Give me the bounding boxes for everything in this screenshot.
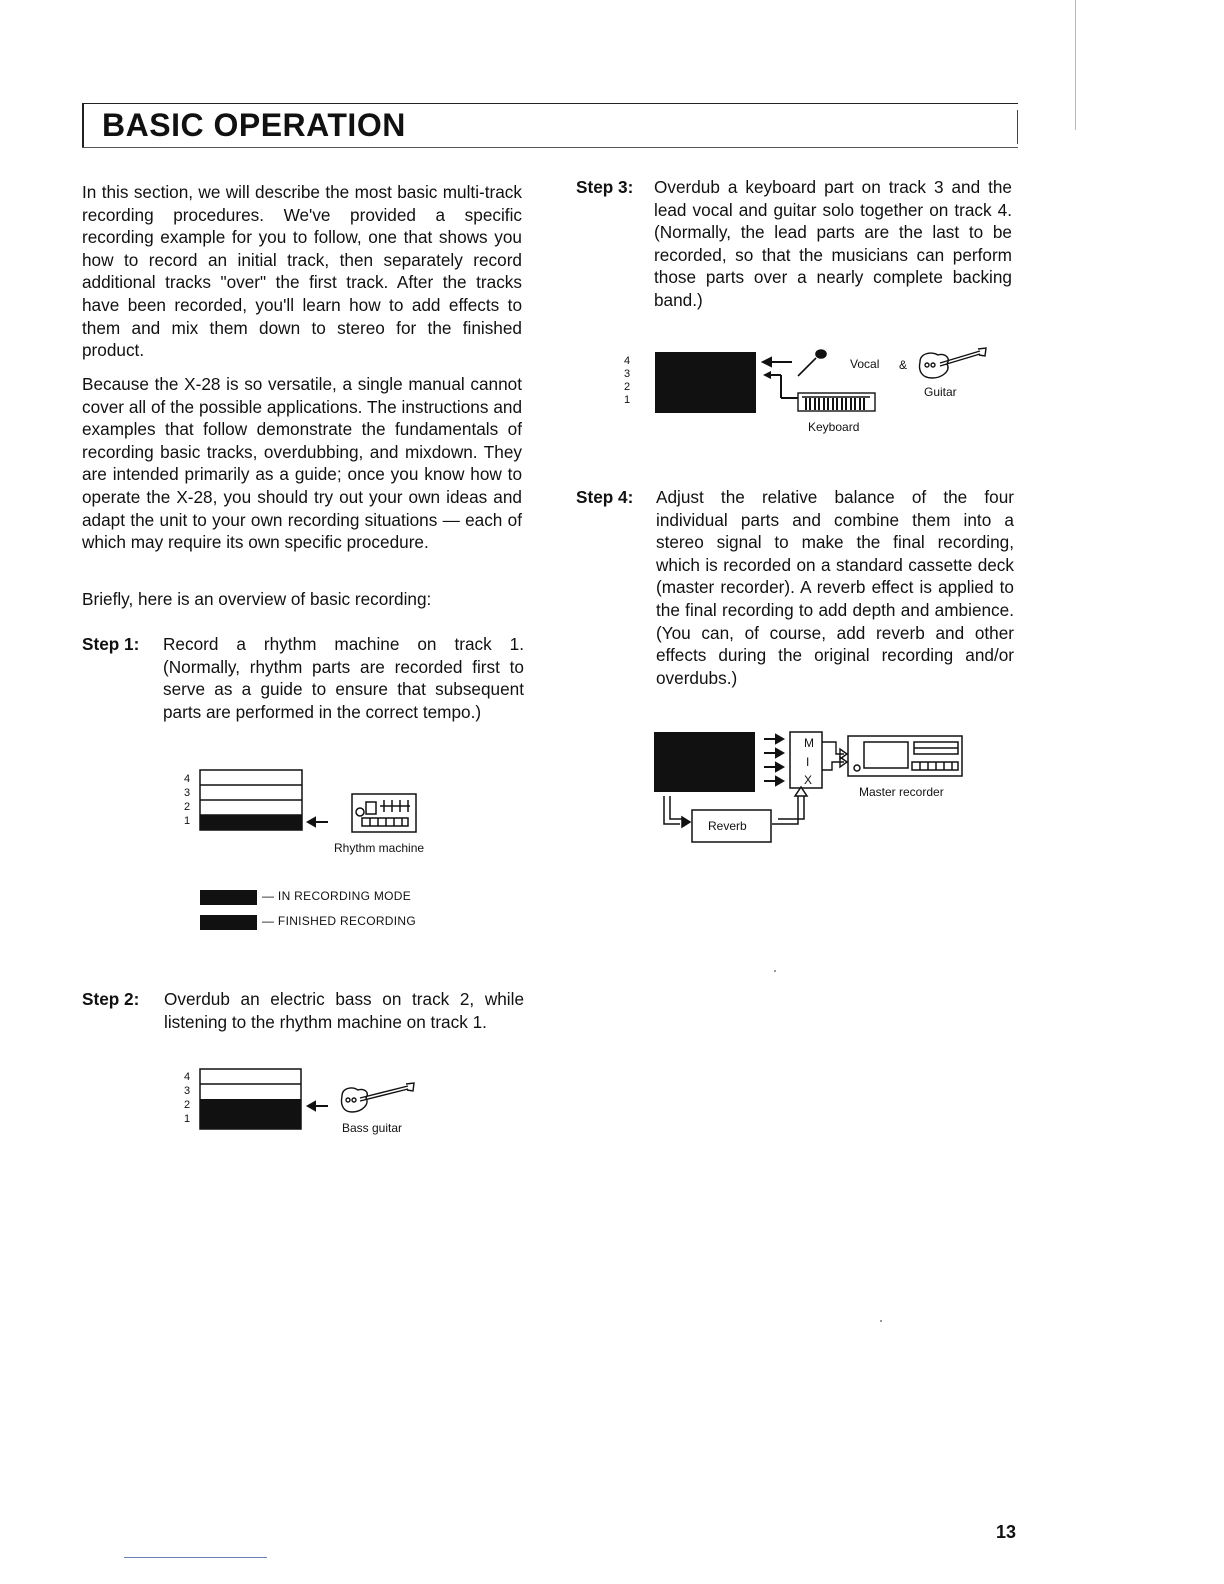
mix-letter-i: I [806, 755, 810, 769]
footer-rule [124, 1557, 267, 1558]
track-number-2: 2 [184, 801, 191, 813]
intro-paragraph-1: In this section, we will describe the most basic multi-track recording procedures. We've provided a specific recording example for you to follow, one that shows you how to record an initial track, then separately record additional tracks "over" the first track. After the tracks have been recorded, you'll learn how to add effects to them and mix them down to stereo for the finished product. [82, 182, 522, 361]
step-3-diagram [620, 340, 1000, 440]
track-number-1: 1 [624, 394, 631, 406]
intro-paragraph-2: Because the X-28 is so versatile, a single manual cannot cover all of the possible applications. The instructions and examples that follow demonstrate the fundamentals of recording basic tracks, overdubbing, and mixdown. They are intended primarily as a guide; once you know how to operate the X-28, you should try out your own ideas and adapt the unit to your own recording situations — each of which may require its own specific procedure. [82, 374, 522, 553]
header-left-bar [82, 103, 84, 148]
step-1-label: Step 1: [82, 634, 140, 654]
header-top-rule [82, 103, 1018, 104]
arrow-elbow-icon [767, 375, 798, 398]
step-1 [82, 633, 524, 727]
reverb-caption: Reverb [708, 819, 747, 833]
ampersand: & [899, 358, 908, 372]
page-number: 13 [996, 1522, 1017, 1542]
track-number-3: 3 [624, 368, 631, 380]
page-edge-line [1075, 0, 1076, 130]
track-number-1: 1 [184, 815, 191, 827]
bass-guitar-caption: Bass guitar [342, 1121, 403, 1135]
header-bottom-rule [82, 147, 1018, 148]
legend [200, 886, 460, 932]
track-number-4: 4 [624, 355, 631, 367]
mix-letter-m: M [804, 736, 814, 750]
step-1-text: Record a rhythm machine on track 1. (Normally, rhythm parts are recorded first to serve as a guide to ensure that subsequent parts are performed in the correct tempo.) [163, 634, 524, 722]
master-recorder-caption: Master recorder [859, 785, 944, 799]
arrow-left-icon [308, 1102, 328, 1110]
step-2-label: Step 2: [82, 989, 140, 1009]
bass-guitar-icon [341, 1083, 414, 1112]
step-4 [576, 486, 1016, 696]
section-header-frame [82, 98, 1018, 148]
guitar-caption: Guitar [924, 385, 957, 399]
legend-label-finished: — FINISHED RECORDING [262, 914, 417, 928]
track-number-3: 3 [184, 1085, 191, 1097]
tracks-1-2-filled [200, 1099, 301, 1129]
track-number-3: 3 [184, 787, 191, 799]
track-number-4: 4 [184, 1071, 191, 1083]
step-3-text: Overdub a keyboard part on track 3 and the lead vocal and guitar solo together on track 4. (Normally, the lead parts are the last to be recorded, so that the musicians can perform those parts over a nearly complete backing band.) [654, 177, 1012, 310]
header-right-bar [1017, 110, 1019, 144]
step-2-diagram [180, 1066, 430, 1138]
step-4-text: Adjust the relative balance of the four individual parts and combine them into a stereo signal to make the final recording, which is recorded on a standard cassette deck (master recorder). A reverb effect is applied to the final recording to add depth and ambience. (You can, of course, add reverb and other effects during the original recording and/or overdubs.) [656, 487, 1014, 688]
rhythm-machine-caption: Rhythm machine [334, 841, 425, 855]
track-number-4: 4 [184, 773, 191, 785]
rhythm-machine-icon [352, 794, 416, 832]
step-3-label: Step 3: [576, 177, 634, 197]
arrow-left-icon [308, 818, 328, 826]
step-2 [82, 988, 524, 1036]
track-number-2: 2 [184, 1099, 191, 1111]
legend-label-recording: — IN RECORDING MODE [262, 889, 412, 903]
step-4-label: Step 4: [576, 487, 634, 507]
guitar-icon [920, 348, 987, 378]
arrow-left-icon [763, 358, 792, 366]
all-tracks-finished [654, 732, 755, 792]
keyboard-caption: Keyboard [808, 420, 860, 434]
track-number-1: 1 [184, 1113, 191, 1125]
step-4-diagram [650, 724, 980, 848]
scan-speck [774, 970, 776, 972]
all-tracks-filled [655, 352, 756, 413]
intro-paragraph-3: Briefly, here is an overview of basic recording: [82, 589, 432, 609]
microphone-icon [798, 350, 826, 376]
vocal-caption: Vocal [850, 357, 880, 371]
mixer-output-arrows [822, 742, 847, 770]
track-1-recording [200, 815, 302, 830]
scan-speck [880, 1320, 882, 1322]
page-title: BASIC OPERATION [102, 107, 412, 144]
step-2-text: Overdub an electric bass on track 2, while listening to the rhythm machine on track 1. [164, 989, 524, 1032]
arrow-right-icon [764, 735, 783, 785]
track-number-2: 2 [624, 381, 631, 393]
step-1-diagram [180, 766, 440, 861]
cassette-deck-icon [848, 736, 962, 776]
mix-letter-x: X [804, 773, 813, 787]
legend-swatch-recording [200, 890, 257, 905]
legend-swatch-finished [200, 915, 257, 930]
step-3 [576, 176, 1016, 316]
